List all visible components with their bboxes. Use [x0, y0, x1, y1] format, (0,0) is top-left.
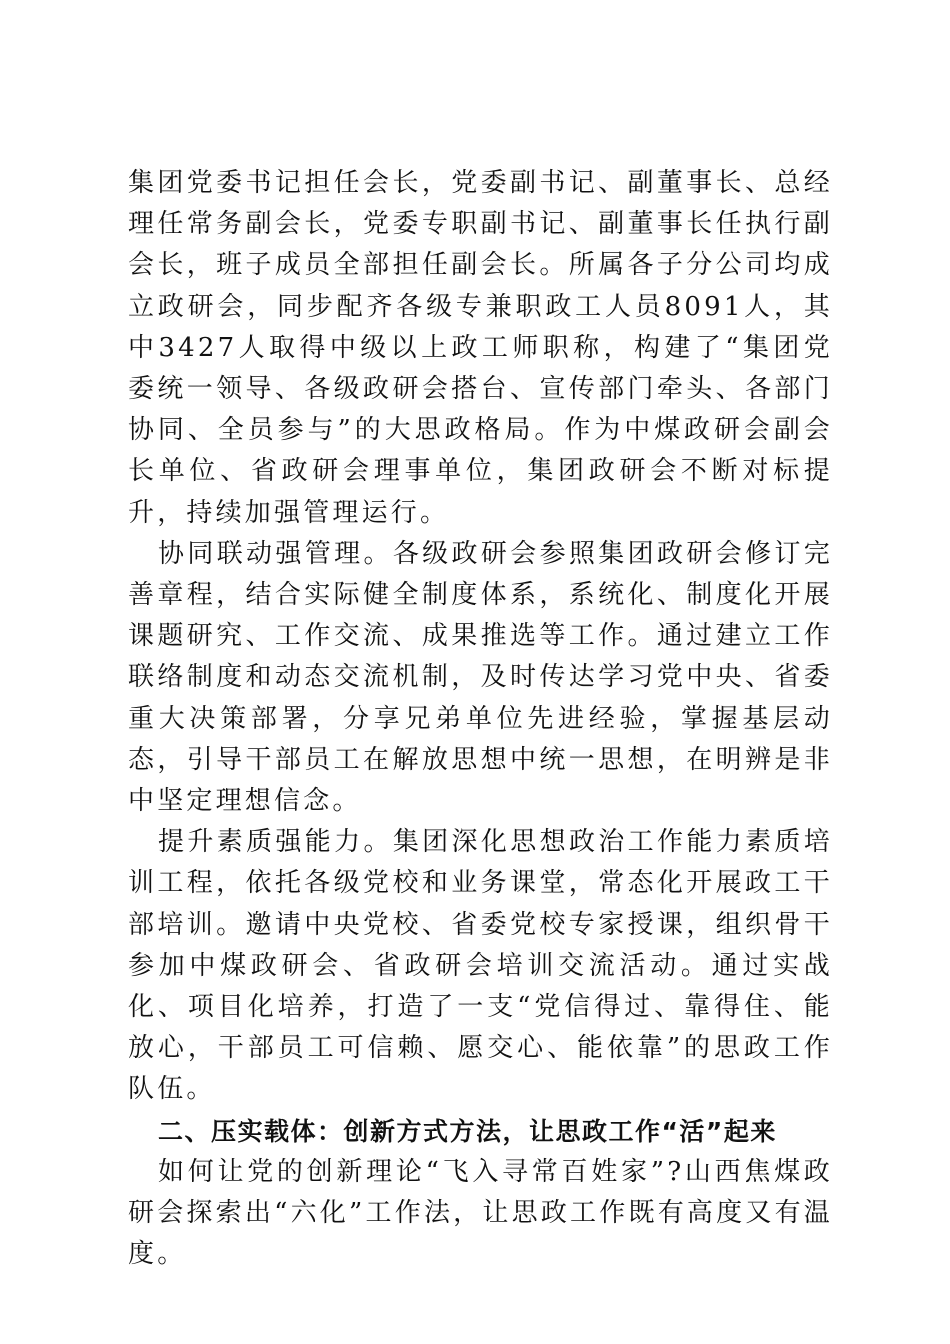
body-paragraph-coordination: 协同联动强管理。各级政研会参照集团政研会修订完善章程，结合实际健全制度体系，系统化、制度化开展课题研究、工作交流、成果推选等工作。通过建立工作联络制度和动态交流机制，及时传达学习党中央、省委重大决策部署，分享兄弟单位先进经验，掌握基层动态，引导干部员工在解放思想中统一思想，在明辨是非中坚定理想信念。	[128, 538, 833, 817]
body-paragraph-capability: 提升素质强能力。集团深化思想政治工作能力素质培训工程，依托各级党校和业务课堂，常态化开展政工干部培训。邀请中央党校、省委党校专家授课，组织骨干参加中煤政研会、省政研会培训交流活动。通过实战化、项目化培养，打造了一支“党信得过、靠得住、能放心，干部员工可信赖、愿交心、能依靠”的思政工作队伍。	[128, 827, 833, 1105]
body-paragraph-org-structure: 集团党委书记担任会长，党委副书记、副董事长、总经理任常务副会长，党委专职副书记、副董事长任执行副会长，班子成员全部担任副会长。所属各子分公司均成立政研会，同步配齐各级专兼职政工人员8091人，其中3427人取得中级以上政工师职称，构建了“集团党委统一领导、各级政研会搭台、宣传部门牵头、各部门协同、全员参与”的大思政格局。作为中煤政研会副会长单位、省政研会理事单位，集团政研会不断对标提升，持续加强管理运行。	[128, 168, 833, 528]
document-page	[128, 163, 833, 1275]
body-paragraph-intro: 如何让党的创新理论“飞入寻常百姓家”?山西焦煤政研会探索出“六化”工作法，让思政工作既有高度又有温度。	[128, 1156, 833, 1270]
section-heading: 二、压实载体：创新方式方法，让思政工作“活”起来	[158, 1116, 777, 1146]
